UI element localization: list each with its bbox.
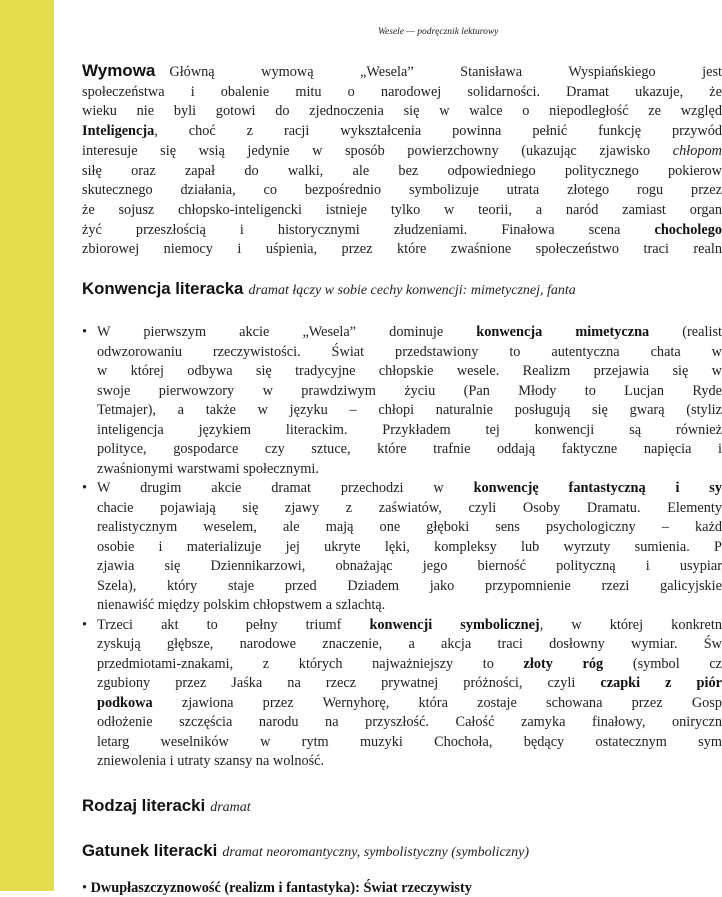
bullet-dot: • — [82, 880, 88, 896]
wymowa-line-10: zbiorowej niemocy i uśpienia, przez które zwaśnione społeczeństwo traci realn — [82, 241, 722, 258]
wymowa-line-1: Wymowa Główną wymową „Wesela” Stanisława Wyspiańskiego jest — [82, 61, 722, 80]
wymowa-line-2: społeczeństwa i obalenie mitu o narodowej solidarności. Dramat ukazuje, że — [82, 83, 722, 100]
bullet-3-line-6: odłożenie szczęścia narodu na przyszłość. Całość zamyka finałowy, oniryczn — [97, 714, 722, 730]
wymowa-line-9: żyć przeszłością i historycznymi złudzeniami. Finałowa scena chocholego — [82, 221, 722, 238]
bullet-1-line-4: swoje pierwowzory w prawdziwym życiu (Pan Młody to Lucjan Ryde — [97, 382, 722, 399]
konwencja-heading: Konwencja literacka — [82, 279, 244, 298]
bullet-1-line-1: W pierwszym akcie „Wesela” dominuje konwencja mimetyczna (realist — [97, 324, 722, 340]
rodzaj-heading: Rodzaj literacki — [82, 796, 206, 815]
bullet-3-line-1: Trzeci akt to pełny triumf konwencji symbolicznej, w której konkretn — [97, 616, 722, 633]
bullet-1-line-3: w której odbywa się tradycyjne chłopskie wesele. Realizm przejawia się w — [97, 363, 722, 379]
gatunek-subtitle: dramat neoromantyczny, symbolistyczny (symboliczny) — [222, 845, 529, 860]
konwencja-subtitle: dramat łączy w sobie cechy konwencji: mimetycznej, fanta — [248, 283, 576, 298]
konwencja-bullet-2 — [82, 479, 722, 616]
wymowa-line-8: że sojusz chłopsko-inteligencki istnieje tylko w teorii, a naród zamiast organ — [82, 201, 722, 218]
bullet-dot: • — [82, 480, 88, 496]
bullet-1-line-8: zwaśnionymi warstwami społecznymi. — [97, 460, 319, 477]
bullet-1-line-5: Tetmajer), a także w języku – chłopi naturalnie posługują się gwarą (styliz — [97, 402, 722, 418]
bullet-2-line-3: realistycznym weselem, ale mają one głęboki sens psychologiczny – każd — [97, 519, 722, 535]
bullet-2-line-2: chacie pojawiają się zjawy z zaświatów, czyli Osoby Dramatu. Elementy — [97, 499, 722, 516]
bullet-3-line-7: letarg weselników w rytm muzyki Chochoła, będący ostatecznym sym — [97, 733, 722, 750]
bullet-3-line-2: zyskują głębsze, narodowe znaczenie, a akcja traci dosłowny wymiar. Św — [97, 636, 722, 652]
bullet-1-line-7: polityce, gospodarce czy sztuce, które trafnie oddają faktyczne napięcia i — [97, 441, 722, 457]
page-content — [82, 0, 722, 896]
wymowa-line-7: skutecznego działania, co bezpośrednio symbolizuje utrata złotego rogu przez — [82, 182, 722, 199]
bullet-1-line-2: odwzorowaniu rzeczywistości. Świat przedstawiony to autentyczna chata w — [97, 343, 722, 360]
bullet-3-line-5: podkowa zjawiona przez Wernyhorę, która zostaje schowana przez Gosp — [97, 694, 722, 711]
wymowa-label: Wymowa — [82, 61, 156, 80]
konwencja-bullet-list — [82, 323, 722, 772]
gatunek-heading: Gatunek literacki — [82, 841, 218, 860]
gatunek-bullet-partial — [82, 880, 472, 897]
bullet-3-line-4: zgubiony przez Jaśka na rzecz prywatnej próżności, czyli czapki z piór — [97, 675, 722, 691]
wymowa-paragraph — [82, 61, 722, 260]
bullet-3-line-8: zniewolenia i utraty szansy na wolność. — [97, 753, 325, 769]
bullet-2-line-5: zjawia się Dziennikarzowi, obnażając jego bierność polityczną i usypiar — [97, 558, 722, 574]
bullet-dot: • — [82, 616, 88, 633]
bullet-2-line-1: W drugim akcie dramat przechodzi w konwencję fantastyczną i sy — [97, 480, 722, 496]
gatunek-section-title — [82, 841, 529, 861]
wymowa-line-6: siłę oraz zapał do walki, ale bez odpowiedniego politycznego pokierow — [82, 162, 722, 179]
wymowa-line-4: Inteligencja, choć z racji wykształcenia powinna pełnić funkcję przywód — [82, 123, 722, 140]
rodzaj-section-title — [82, 796, 251, 816]
bullet-3-line-3: przedmiotami-znakami, z których najważniejszy to złoty róg (symbol cz — [97, 655, 722, 672]
konwencja-section-title — [82, 279, 576, 299]
gatunek-bullet-text: Dwupłaszczyznowość (realizm i fantastyka): Świat rzeczywisty — [90, 880, 472, 896]
bullet-dot: • — [82, 324, 88, 340]
wymowa-line-3: wieku nie byli gotowi do zjednoczenia się w walce o niepodległość ze względ — [82, 103, 722, 120]
wymowa-line-5: interesuje się wsią jedynie w sposób powierzchowny (ukazując zjawisko chłopom — [82, 142, 722, 159]
running-header: Wesele — podręcznik lekturowy — [378, 27, 499, 37]
yellow-margin-band — [0, 0, 54, 891]
bullet-2-line-6: Szela), który staje przed Dziadem jako przypomnienie rzezi galicyjskie — [97, 577, 722, 594]
bullet-1-line-6: inteligencja językiem literackim. Przykładem tej konwencji są również — [97, 421, 722, 438]
bullet-2-line-4: osobie i materializuje jej ukryte lęki, kompleksy lub wyrzuty sumienia. P — [97, 538, 722, 555]
konwencja-bullet-1 — [82, 323, 722, 479]
konwencja-bullet-3 — [82, 616, 722, 772]
bullet-2-line-7: nienawiść między polskim chłopstwem a szlachtą. — [97, 597, 386, 613]
rodzaj-subtitle: dramat — [210, 800, 251, 815]
